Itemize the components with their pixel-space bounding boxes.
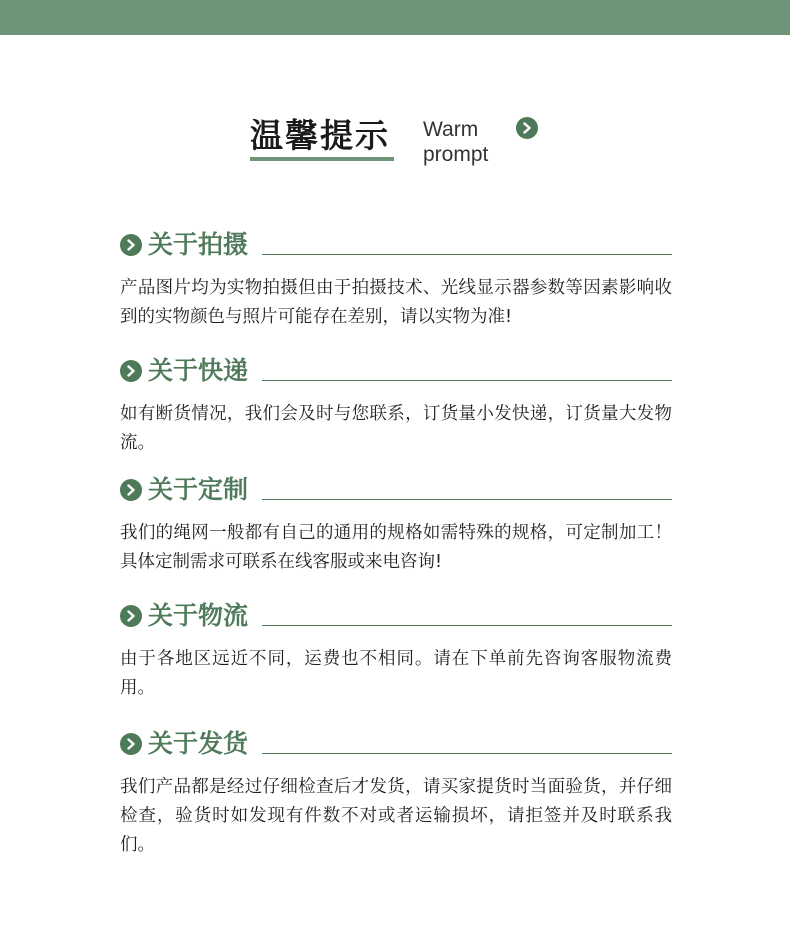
title-english-line1: Warm [423, 118, 479, 141]
section-header [120, 727, 672, 763]
chevron-right-circle-icon [120, 234, 142, 256]
section-title: 关于快递 [148, 356, 249, 385]
section-body: 如有断货情况，我们会及时与您联系，订货量小发快递，订货量大发物流。 [120, 404, 672, 453]
section-title: 关于拍摄 [148, 230, 249, 259]
chevron-right-circle-icon [516, 117, 538, 139]
section-body: 我们产品都是经过仔细检查后才发货，请买家提货时当面验货，并仔细检查，验货时如发现有件数不对或者运输损坏，请拒签并及时联系我们。 [120, 777, 672, 855]
section-divider [262, 625, 672, 626]
section-title: 关于发货 [148, 729, 249, 758]
section-header [120, 599, 672, 635]
section-divider [262, 380, 672, 381]
section-header [120, 354, 672, 390]
top-banner-bar [0, 0, 790, 35]
section-header [120, 473, 672, 509]
section-shipping [120, 727, 672, 860]
section-body: 产品图片均为实物拍摄但由于拍摄技术、光线显示器参数等因素影响收到的实物颜色与照片可能存在差别，请以实物为准! [120, 278, 672, 327]
section-divider [262, 499, 672, 500]
page-title: 温馨提示 [250, 116, 390, 155]
section-body: 由于各地区远近不同，运费也不相同。请在下单前先咨询客服物流费用。 [120, 649, 672, 698]
title-english-line2: prompt [423, 143, 489, 166]
chevron-right-circle-icon [120, 360, 142, 382]
chevron-right-circle-icon [120, 605, 142, 627]
section-header [120, 228, 672, 264]
section-customization [120, 473, 672, 577]
section-divider [262, 753, 672, 754]
section-title: 关于物流 [148, 601, 249, 630]
section-photography [120, 228, 672, 332]
section-title: 关于定制 [148, 475, 249, 504]
section-logistics [120, 599, 672, 703]
section-body: 我们的绳网一般都有自己的通用的规格如需特殊的规格，可定制加工！具体定制需求可联系在线客服或来电咨询! [120, 523, 672, 572]
title-underline [250, 157, 394, 161]
chevron-right-circle-icon [120, 479, 142, 501]
section-divider [262, 254, 672, 255]
section-express [120, 354, 672, 458]
page-title-english [423, 117, 488, 167]
chevron-right-circle-icon [120, 733, 142, 755]
